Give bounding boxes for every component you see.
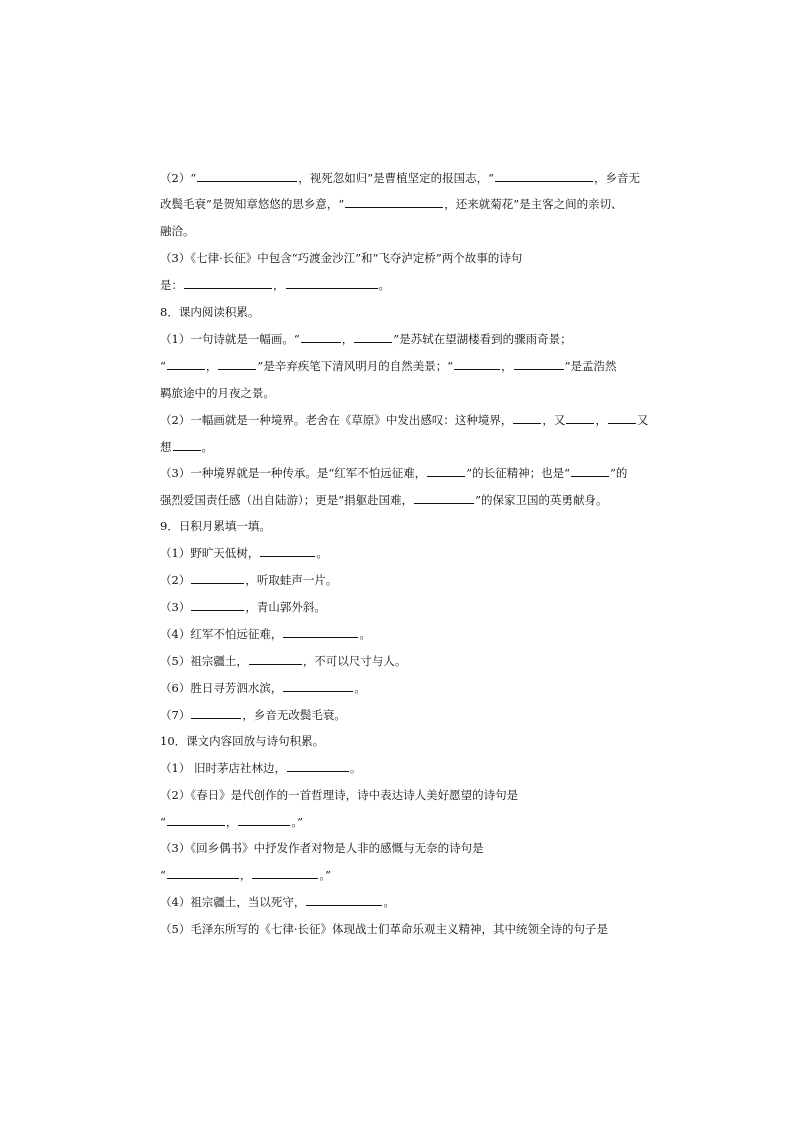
q9-item [160,545,640,561]
q10-title [160,733,640,749]
text: （2）《春日》是代创作的一首哲理诗，诗中表达诗人美好愿望的诗句是 [160,788,519,802]
text: ”是孟浩然 [564,359,617,373]
text: ，青山郭外斜。 [245,600,326,614]
text: ， [273,278,285,292]
text: 。” [291,815,304,829]
blank[interactable] [173,439,201,451]
question-title: 9．日积月累填一填。 [160,519,271,533]
blank[interactable] [495,170,593,182]
blank[interactable] [184,277,272,289]
text: ， [239,868,252,882]
blank[interactable] [608,412,636,424]
q8-p1-line1 [160,331,640,347]
q7-p3-line2 [160,277,640,293]
blank[interactable] [566,412,594,424]
blank[interactable] [571,465,609,477]
q7-p3-line1 [160,250,640,266]
text: 。 [316,546,328,560]
text: “ [160,815,166,829]
q9-item [160,599,640,615]
q7-p2-line1 [160,170,640,186]
blank[interactable] [167,867,239,879]
blank[interactable] [287,760,349,772]
blank[interactable] [191,572,244,584]
text: ，又 [542,413,566,427]
blank[interactable] [191,707,241,719]
q7-p2-line2 [160,196,640,212]
text: （2）“ [160,171,197,185]
q9-item [160,626,640,642]
text: （1）野旷天低树， [160,546,260,560]
text: ”的保家卫国的英勇献身。 [475,493,608,507]
q9-title [160,518,640,534]
text: （1）一句诗就是一幅画。“ [160,332,300,346]
q10-p3-line2 [160,867,640,883]
q8-p1-line2 [160,358,640,374]
text: ， [225,815,238,829]
blank[interactable] [191,599,244,611]
text: （6）胜日寻芳泗水滨， [160,681,283,695]
blank[interactable] [260,545,315,557]
q10-p3-line1 [160,840,640,856]
text: ”是辛弃疾笔下清风明月的自然美景；“ [257,359,454,373]
text: ，听取蛙声一片。 [245,573,338,587]
text: 改鬓毛衰”是贺知章悠悠的思乡意，“ [160,197,345,211]
q8-title [160,304,640,320]
q10-p4 [160,894,640,910]
text: ，不可以尺寸与人。 [302,654,407,668]
blank[interactable] [286,277,378,289]
text: （3）《回乡偶书》中抒发作者对物是人非的感慨与无奈的诗句是 [160,841,484,855]
text: “ [160,359,166,373]
text: 羁旅途中的月夜之景。 [160,386,275,400]
text: ， [595,413,607,427]
blank[interactable] [427,465,465,477]
question-title: 10．课文内容回放与诗句积累。 [160,734,325,748]
q9-item [160,653,640,669]
text: 。 [201,440,213,454]
text: （3）《七律·长征》中包含“巧渡金沙江”和“飞夺泸定桥”两个故事的诗句 [160,251,523,265]
text: （4）红军不怕远征难， [160,627,283,641]
q8-p1-line3 [160,385,640,401]
blank[interactable] [238,814,290,826]
blank[interactable] [301,331,341,343]
q8-p2-line2 [160,439,640,455]
text: （2） [160,573,191,587]
q10-p1 [160,760,640,776]
q7-p2-line3 [160,223,640,239]
text: ”是苏轼在望湖楼看到的骤雨奇景； [393,332,572,346]
text: （3）一种境界就是一种传承。是“红军不怕远征难， [160,466,427,480]
q8-p3-line1 [160,465,640,481]
text: ，还来就菊花”是主客之间的亲切、 [444,197,623,211]
text: ，乡音无 [593,171,640,185]
text: 。 [349,761,362,775]
text: 想 [160,440,172,454]
q9-item [160,572,640,588]
blank[interactable] [283,626,358,638]
text: ”的长征精神；也是“ [466,466,570,480]
blank[interactable] [167,358,205,370]
blank[interactable] [306,894,382,906]
text: 强烈爱国责任感（出自陆游）；更是“捐躯赴国难， [160,493,414,507]
q10-p5 [160,921,640,937]
text: （1） 旧时茅店社林边， [160,761,286,775]
text: （3） [160,600,191,614]
blank[interactable] [345,196,443,208]
blank[interactable] [514,358,564,370]
text: 。 [354,681,366,695]
q10-p2-line2 [160,814,640,830]
text: 。 [378,278,390,292]
text: 又 [636,413,649,427]
text: ”的 [609,466,628,480]
text: （5）祖宗疆土， [160,654,248,668]
blank[interactable] [354,331,392,343]
text: （2）一幅画就是一种境界。老舍在《草原》中发出感叹：这种境界， [160,413,513,427]
text: （5）毛泽东所写的《七律·长征》体现战士们革命乐观主义精神，其中统领全诗的句子是 [160,922,608,936]
q10-p2-line1 [160,787,640,803]
text: 。 [383,895,395,909]
blank[interactable] [283,680,353,692]
blank[interactable] [513,412,541,424]
text: ，乡音无改鬓毛衰。 [242,708,346,722]
text: 融洽。 [160,224,195,238]
text: ， [501,359,513,373]
text: 是： [160,278,183,292]
blank[interactable] [414,492,474,504]
text: ， [205,359,218,373]
q8-p2-line1 [160,412,649,428]
blank[interactable] [454,358,500,370]
text: 。 [359,627,371,641]
q9-item [160,680,640,696]
text: ， [341,332,354,346]
blank[interactable] [218,358,256,370]
blank[interactable] [197,170,297,182]
blank[interactable] [249,653,302,665]
blank[interactable] [167,814,225,826]
text: （4）祖宗疆土，当以死守， [160,895,306,909]
text: ，视死忽如归”是曹植坚定的报国志，“ [298,171,494,185]
text: （7） [160,708,191,722]
text: “ [160,868,166,882]
question-title: 8．课内阅读积累。 [160,305,260,319]
blank[interactable] [252,867,318,879]
text: 。” [319,868,332,882]
q8-p3-line2 [160,492,640,508]
q9-item [160,707,640,723]
